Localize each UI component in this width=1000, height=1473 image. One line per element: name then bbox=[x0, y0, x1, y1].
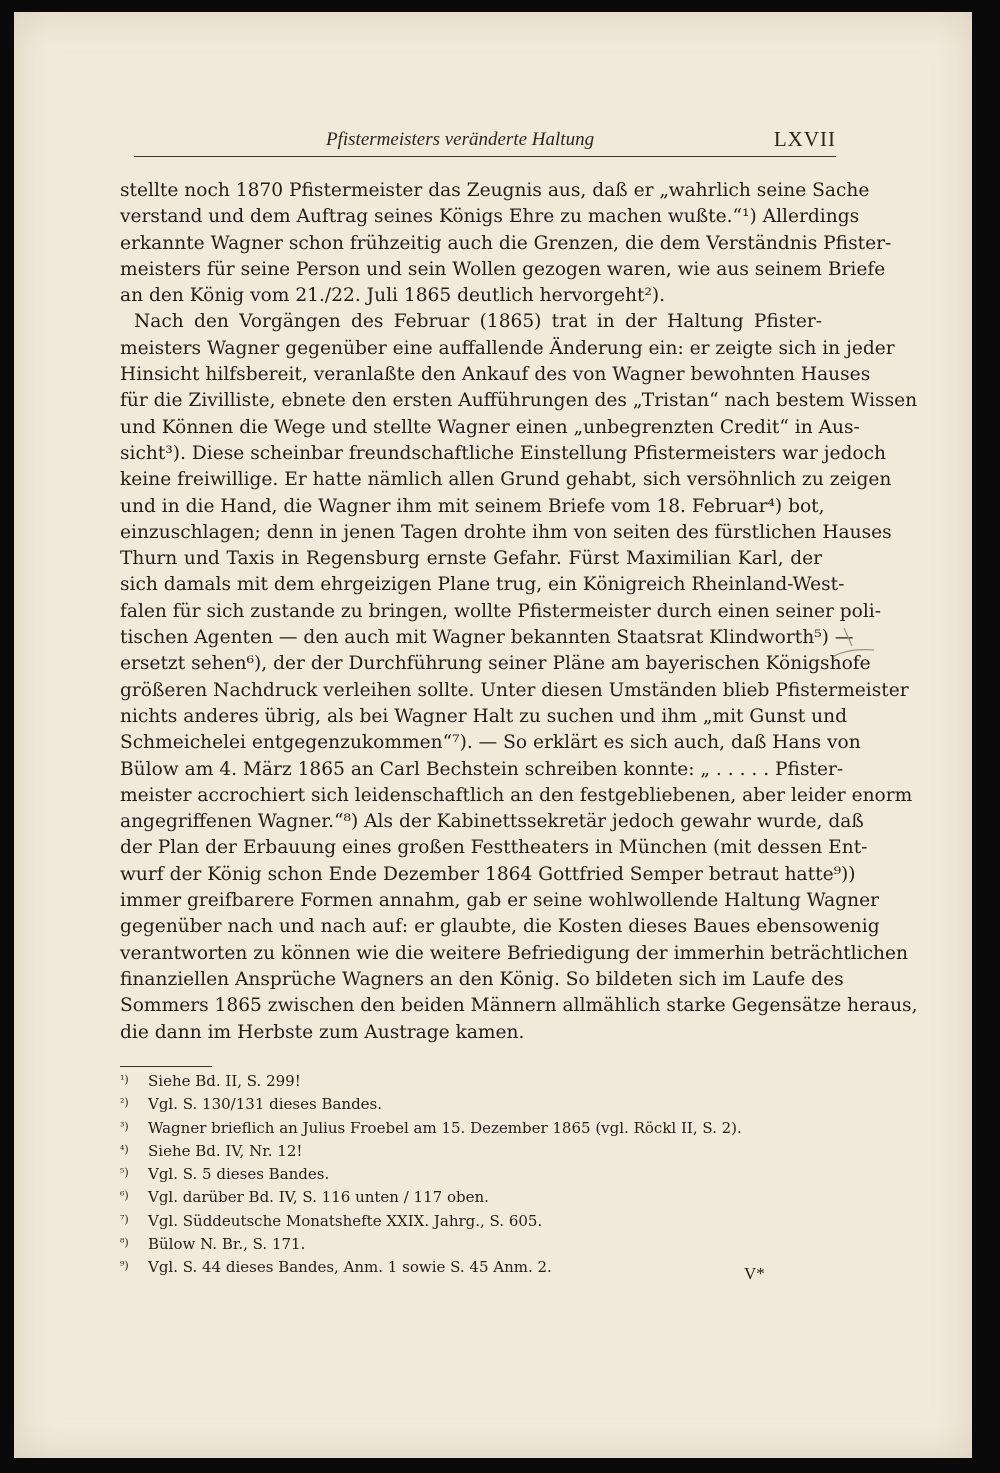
footnote-text: Bülow N. Br., S. 171. bbox=[148, 1235, 306, 1254]
footnote-text: Vgl. S. 44 dieses Bandes, Anm. 1 sowie S. 45 Anm. 2. bbox=[148, 1258, 552, 1277]
footnote bbox=[120, 1185, 822, 1208]
text-line: meisters für seine Person und sein Wollen gezogen waren, wie aus seinem Briefe bbox=[120, 258, 886, 280]
footnote-text: Vgl. S. 130/131 dieses Bandes. bbox=[148, 1095, 383, 1114]
text-line: stellte noch 1870 Pfistermeister das Zeugnis aus, daß er „wahrlich seine Sache bbox=[120, 180, 870, 201]
text-line: sicht³). Diese scheinbar freundschaftliche Einstellung Pfistermeisters war jedoch bbox=[120, 442, 887, 464]
footnote-mark: ¹) bbox=[120, 1073, 129, 1086]
text-line: und Können die Wege und stellte Wagner einen „unbegrenzten Credit“ in Aus- bbox=[120, 416, 860, 438]
text-line: immer greifbarere Formen annahm, gab er seine wohlwollende Haltung Wagner bbox=[120, 890, 880, 912]
text-line: gegenüber nach und nach auf: er glaubte, die Kosten dieses Baues ebensowenig bbox=[120, 916, 880, 938]
text-line: verstand und dem Auftrag seines Königs Ehre zu machen wußte.“¹) Allerdings bbox=[120, 206, 860, 228]
text-line: meisters Wagner gegenüber eine auffallende Änderung ein: er zeigte sich in jeder bbox=[120, 337, 895, 359]
running-title: Pfistermeisters veränderte Haltung bbox=[326, 129, 595, 150]
footnote bbox=[120, 1209, 822, 1232]
text-line: einzuschlagen; denn in jenen Tagen drohte ihm von seiten des fürstlichen Hauses bbox=[120, 521, 892, 543]
text-line: keine freiwillige. Er hatte nämlich allen Grund gehabt, sich versöhnlich zu zeigen bbox=[120, 469, 892, 491]
text-line: der Plan der Erbauung eines großen Festtheaters in München (mit dessen Ent- bbox=[120, 837, 868, 859]
footnote-text: Siehe Bd. II, S. 299! bbox=[148, 1072, 301, 1090]
text-line: Nach den Vorgängen des Februar (1865) trat in der Haltung Pfister- bbox=[134, 311, 822, 333]
footnote-text: Siehe Bd. IV, Nr. 12! bbox=[148, 1141, 303, 1160]
text-line: Schmeichelei entgegenzukommen“⁷). — So erklärt es sich auch, daß Hans von bbox=[120, 732, 861, 754]
text-line: ersetzt sehen⁶), der der Durchführung seiner Pläne am bayerischen Königshofe bbox=[120, 653, 871, 675]
text-line: Bülow am 4. März 1865 an Carl Bechstein schreiben konnte: „ . . . . . Pfister- bbox=[120, 758, 844, 780]
page-number: LXVII bbox=[773, 127, 836, 151]
footnote bbox=[120, 1232, 822, 1255]
page-header bbox=[134, 124, 836, 157]
footnote-mark: ⁷) bbox=[120, 1212, 129, 1226]
text-line: die dann im Herbste zum Austrage kamen. bbox=[120, 1021, 525, 1043]
footnote-text: Wagner brieflich an Julius Froebel am 15. Dezember 1865 (vgl. Röckl II, S. 2). bbox=[148, 1118, 742, 1137]
text-line: an den König vom 21./22. Juli 1865 deutlich hervorgeht²). bbox=[120, 285, 666, 307]
text-line: verantworten zu können wie die weitere Befriedigung der immerhin beträchtlichen bbox=[120, 942, 908, 964]
text-line: meister accrochiert sich leidenschaftlich an den festgebliebenen, aber leider enorm bbox=[120, 784, 913, 806]
footnote-text: Vgl. S. 5 dieses Bandes. bbox=[148, 1165, 330, 1184]
footnote-mark: ⁵) bbox=[120, 1166, 129, 1180]
text-line: nichts anderes übrig, als bei Wagner Halt zu suchen und ihm „mit Gunst und bbox=[120, 705, 847, 727]
text-line: und in die Hand, die Wagner ihm mit seinem Briefe vom 18. Februar⁴) bot, bbox=[120, 495, 825, 517]
footnote bbox=[120, 1116, 822, 1139]
footnote-rule bbox=[120, 1066, 212, 1067]
footnote bbox=[120, 1255, 822, 1278]
footnote-mark: ⁹) bbox=[120, 1259, 129, 1273]
text-line: wurf der König schon Ende Dezember 1864 Gottfried Semper betraut hatte⁹)) bbox=[120, 863, 856, 885]
text-line: Hinsicht hilfsbereit, veranlaßte den Ankauf des von Wagner bewohnten Hauses bbox=[120, 364, 871, 386]
footnote-mark: ³) bbox=[120, 1119, 129, 1133]
text-line: finanziellen Ansprüche Wagners an den König. So bildeten sich im Laufe des bbox=[120, 968, 844, 990]
footnote bbox=[120, 1092, 822, 1115]
footnote bbox=[120, 1069, 822, 1092]
footnote-mark: ⁸) bbox=[120, 1236, 129, 1250]
text-line: angegriffenen Wagner.“⁸) Als der Kabinettssekretär jedoch gewahr wurde, daß bbox=[120, 811, 864, 833]
footnote bbox=[120, 1162, 822, 1185]
footnote-text: Vgl. darüber Bd. IV, S. 116 unten / 117 oben. bbox=[148, 1188, 489, 1207]
pencil-mark-icon bbox=[830, 626, 878, 662]
footnote bbox=[120, 1139, 822, 1162]
footnote-mark: ⁴) bbox=[120, 1142, 129, 1156]
text-line: Thurn und Taxis in Regensburg ernste Gefahr. Fürst Maximilian Karl, der bbox=[120, 548, 822, 570]
text-line: erkannte Wagner schon frühzeitig auch die Grenzen, die dem Verständnis Pfister- bbox=[120, 232, 892, 254]
text-line: für die Zivilliste, ebnete den ersten Aufführungen des „Tristan“ nach bestem Wissen bbox=[120, 390, 918, 412]
footnote-mark: ²) bbox=[120, 1096, 129, 1110]
text-line: falen für sich zustande zu bringen, wollte Pfistermeister durch einen seiner poli- bbox=[120, 600, 882, 622]
body-text bbox=[120, 178, 918, 1046]
footnotes bbox=[120, 1069, 822, 1279]
text-line: Sommers 1865 zwischen den beiden Männern allmählich starke Gegensätze heraus, bbox=[120, 995, 918, 1017]
footnote-text: Vgl. Süddeutsche Monatshefte XXIX. Jahrg., S. 605. bbox=[148, 1211, 543, 1230]
text-line: sich damals mit dem ehrgeizigen Plane trug, ein Königreich Rheinland-West- bbox=[120, 574, 845, 596]
text-line: tischen Agenten — den auch mit Wagner bekannten Staatsrat Klindworth⁵) — bbox=[120, 627, 854, 649]
text-line: größeren Nachdruck verleihen sollte. Unter diesen Umständen blieb Pfistermeister bbox=[120, 679, 909, 701]
footnote-mark: ⁶) bbox=[120, 1189, 129, 1203]
signature-mark: V* bbox=[744, 1264, 765, 1283]
